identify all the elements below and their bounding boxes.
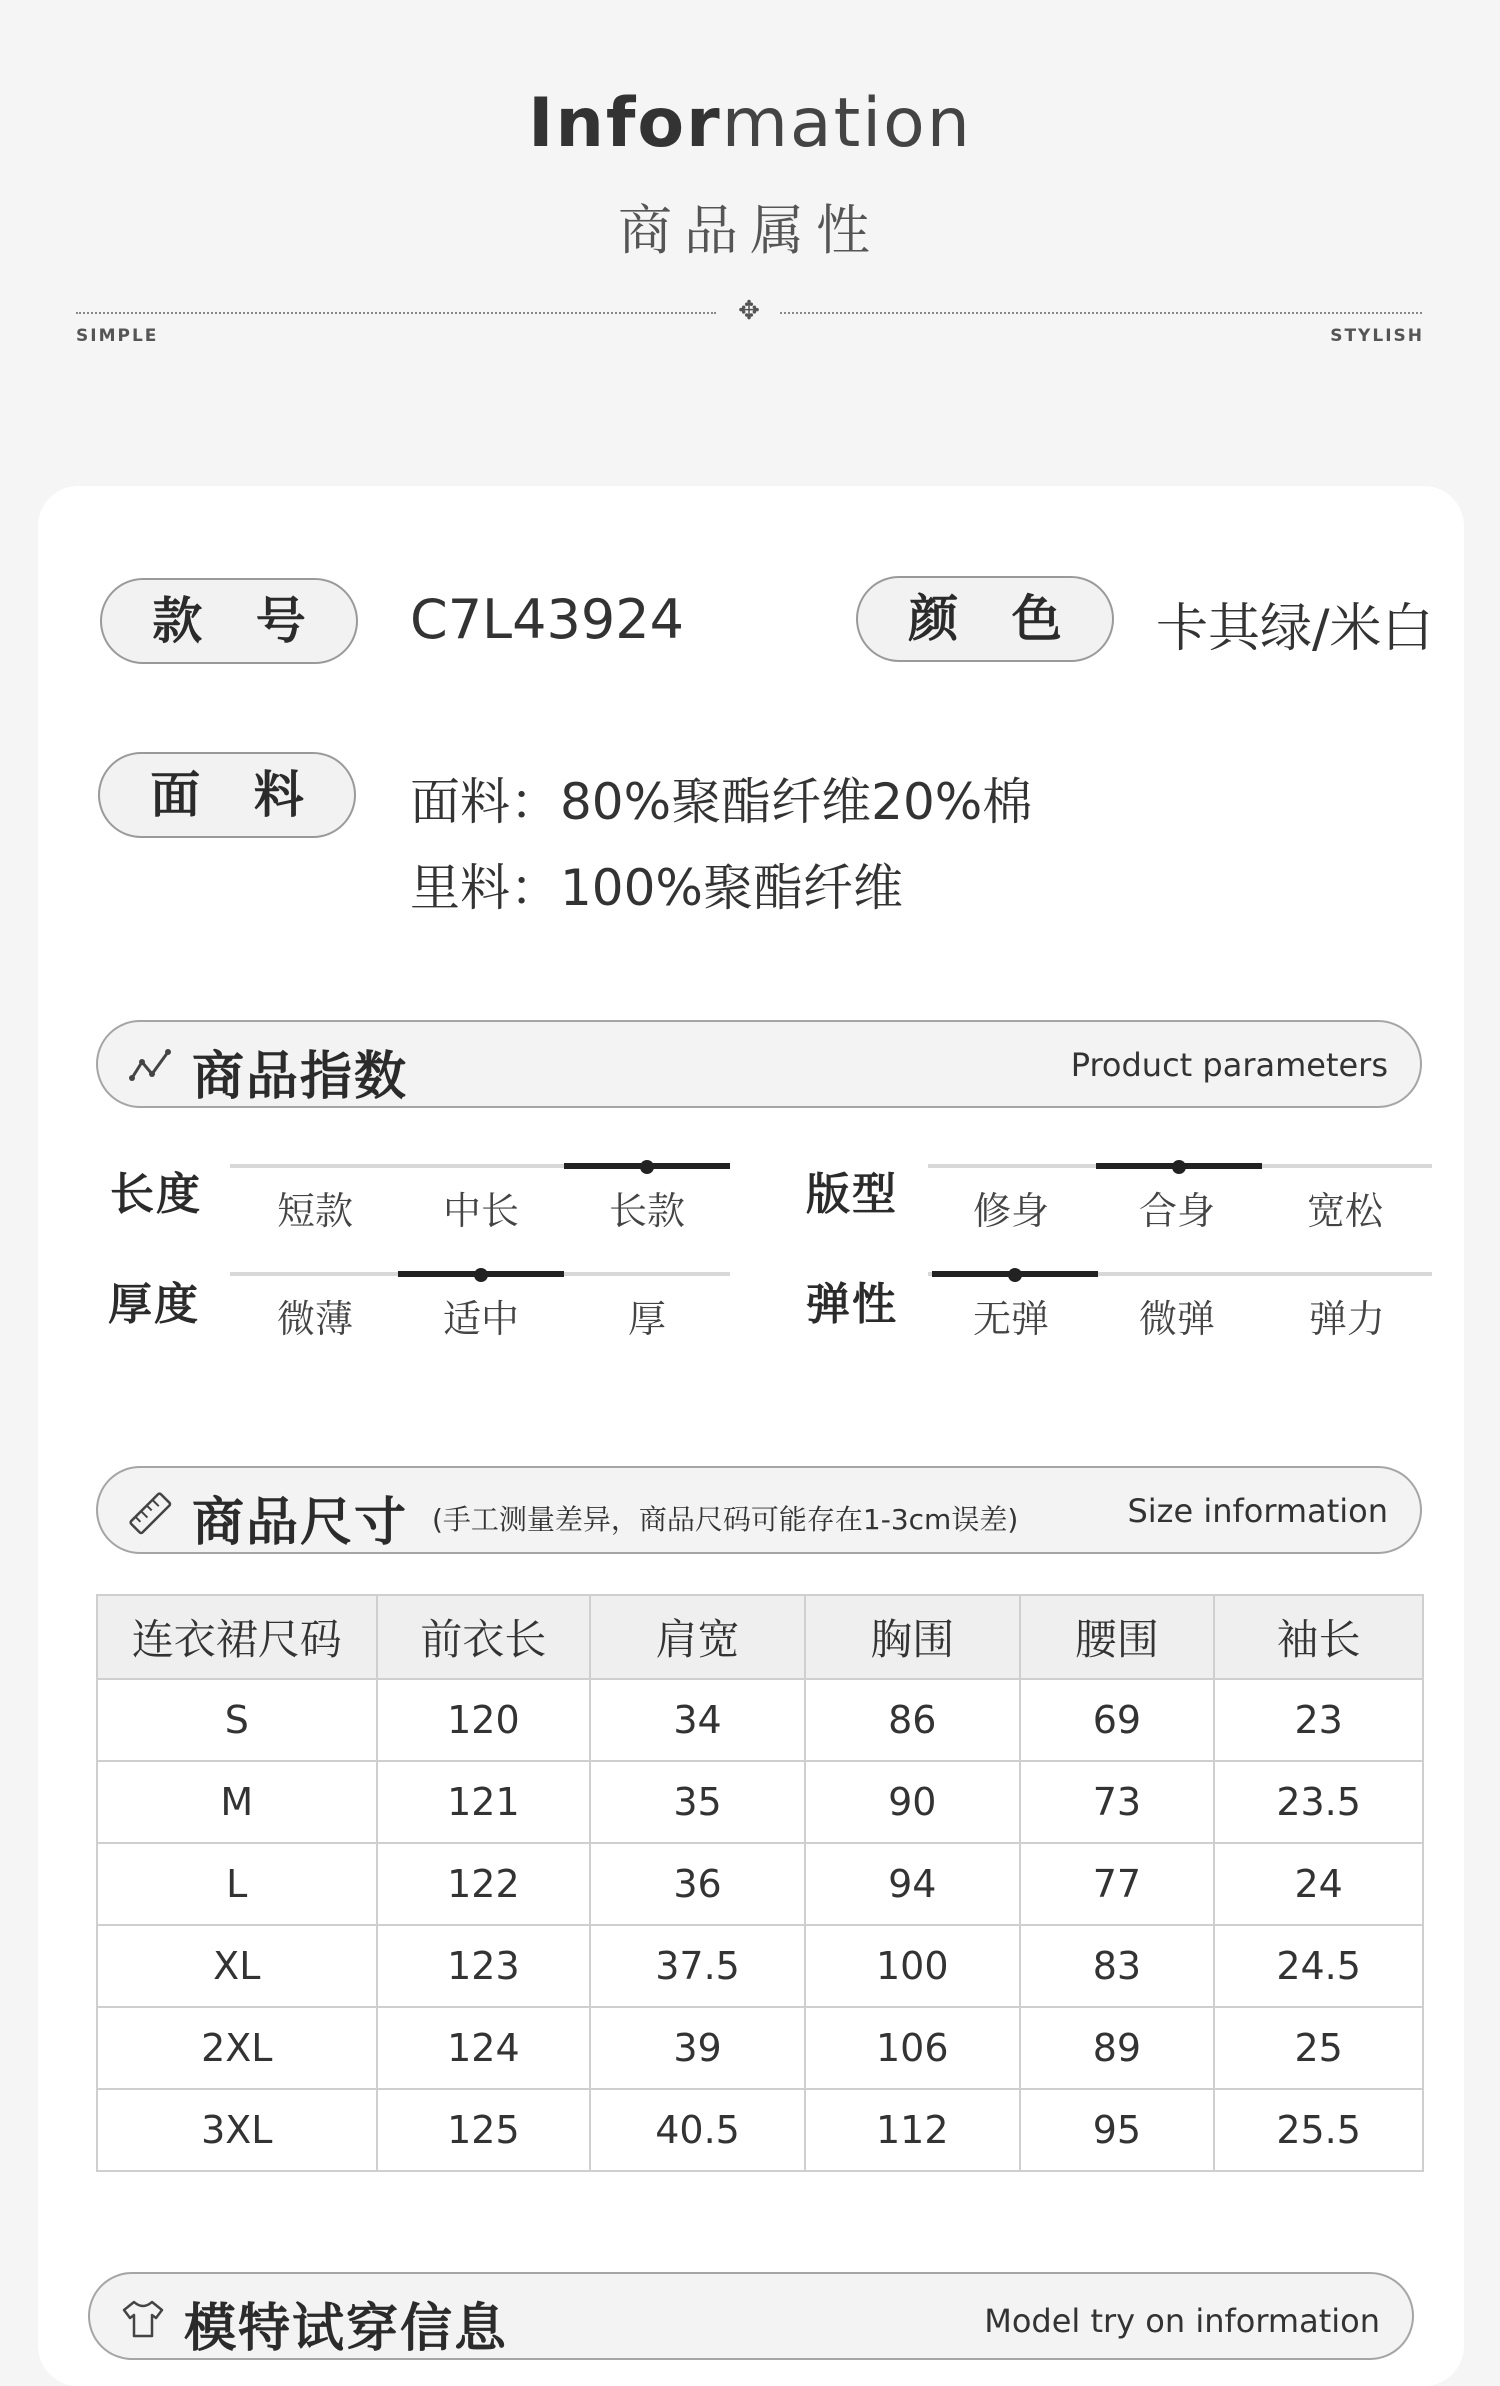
scale-length-option: 长款 — [608, 1189, 685, 1233]
table-cell: 25.5 — [1214, 2089, 1423, 2171]
size-note: (手工测量差异，商品尺码可能存在1-3cm误差) — [432, 1503, 1019, 1536]
table-row — [97, 1843, 1423, 1925]
fabric-pill: 面 料 — [98, 752, 356, 838]
table-cell: 23.5 — [1214, 1761, 1423, 1843]
size-english: Size information — [1127, 1492, 1388, 1530]
scale-thickness-label: 厚度 — [108, 1279, 200, 1330]
table-cell: 3XL — [97, 2089, 377, 2171]
scale-elasticity-option: 无弹 — [972, 1297, 1049, 1341]
table-cell: 121 — [377, 1761, 591, 1843]
scale-fit-option: 合身 — [1138, 1189, 1215, 1233]
params-title: 商品指数 — [192, 1047, 409, 1107]
table-cell: 23 — [1214, 1679, 1423, 1761]
table-cell: XL — [97, 1925, 377, 2007]
params-section-bar — [96, 1020, 1422, 1108]
scale-thickness-option: 适中 — [442, 1297, 519, 1341]
table-cell: 37.5 — [590, 1925, 805, 2007]
table-cell: 69 — [1020, 1679, 1215, 1761]
scale-elasticity-option: 微弹 — [1138, 1297, 1215, 1341]
table-cell: 2XL — [97, 2007, 377, 2089]
table-cell: 40.5 — [590, 2089, 805, 2171]
scale-length-option: 中长 — [442, 1189, 519, 1233]
table-cell: 34 — [590, 1679, 805, 1761]
table-cell: 24.5 — [1214, 1925, 1423, 2007]
scale-length-marker — [640, 1160, 654, 1174]
model-section-bar — [88, 2272, 1414, 2360]
scale-fit-option: 修身 — [972, 1189, 1049, 1233]
header-cell: 连衣裙尺码 — [97, 1595, 377, 1679]
scale-length-option: 短款 — [276, 1189, 353, 1233]
style-no-value: C7L43924 — [410, 588, 684, 651]
size-table — [96, 1594, 1424, 2172]
table-row — [97, 2007, 1423, 2089]
table-cell: 24 — [1214, 1843, 1423, 1925]
tshirt-icon — [120, 2298, 166, 2338]
table-row — [97, 1679, 1423, 1761]
trend-line-icon — [128, 1046, 174, 1086]
scale-thickness-marker — [474, 1268, 488, 1282]
size-title: 商品尺寸 — [192, 1493, 409, 1553]
table-cell: 112 — [805, 2089, 1020, 2171]
page-title — [0, 84, 1500, 163]
table-cell: 90 — [805, 1761, 1020, 1843]
tag-stylish: STYLISH — [1330, 326, 1424, 346]
scale-elasticity-label: 弹性 — [806, 1279, 898, 1330]
table-cell: 35 — [590, 1761, 805, 1843]
title-light-part: mation — [721, 84, 972, 163]
fabric-line-1: 面料：80%聚酯纤维20%棉 — [410, 773, 1033, 831]
table-cell: M — [97, 1761, 377, 1843]
divider-right — [780, 312, 1422, 314]
table-cell: 73 — [1020, 1761, 1215, 1843]
scale-length-label: 长度 — [110, 1169, 202, 1220]
model-english: Model try on information — [984, 2302, 1380, 2340]
table-row — [97, 1761, 1423, 1843]
table-cell: 77 — [1020, 1843, 1215, 1925]
size-section-bar — [96, 1466, 1422, 1554]
table-cell: 100 — [805, 1925, 1020, 2007]
table-cell: 36 — [590, 1843, 805, 1925]
table-cell: 25 — [1214, 2007, 1423, 2089]
table-cell: 106 — [805, 2007, 1020, 2089]
table-cell: 95 — [1020, 2089, 1215, 2171]
scale-thickness-option: 微薄 — [276, 1297, 353, 1341]
table-header-row — [97, 1595, 1423, 1679]
color-pill: 颜 色 — [856, 576, 1114, 662]
table-row — [97, 2089, 1423, 2171]
header-cell: 胸围 — [805, 1595, 1020, 1679]
divider-left — [76, 312, 716, 314]
scale-thickness-option: 厚 — [627, 1297, 666, 1341]
table-cell: 94 — [805, 1843, 1020, 1925]
page-subtitle: 商品属性 — [618, 199, 882, 262]
table-cell: 124 — [377, 2007, 591, 2089]
table-row — [97, 1925, 1423, 2007]
tag-simple: SIMPLE — [76, 326, 159, 346]
table-cell: 83 — [1020, 1925, 1215, 2007]
scale-elasticity-option: 弹力 — [1308, 1297, 1385, 1341]
ruler-icon — [128, 1488, 174, 1534]
table-cell: L — [97, 1843, 377, 1925]
model-title: 模特试穿信息 — [184, 2299, 509, 2359]
header-cell: 袖长 — [1214, 1595, 1423, 1679]
four-way-arrow-icon: ✥ — [738, 296, 760, 326]
table-cell: 39 — [590, 2007, 805, 2089]
color-value: 卡其绿/米白 — [1156, 599, 1434, 659]
table-cell: 86 — [805, 1679, 1020, 1761]
fabric-line-2: 里料：100%聚酯纤维 — [410, 859, 903, 917]
header-cell: 腰围 — [1020, 1595, 1215, 1679]
table-cell: S — [97, 1679, 377, 1761]
header-cell: 前衣长 — [377, 1595, 591, 1679]
table-cell: 125 — [377, 2089, 591, 2171]
scale-fit-option: 宽松 — [1306, 1189, 1383, 1233]
params-english: Product parameters — [1070, 1046, 1388, 1084]
title-bold-part: Infor — [528, 84, 722, 163]
style-no-pill: 款 号 — [100, 578, 358, 664]
table-cell: 89 — [1020, 2007, 1215, 2089]
scale-fit-marker — [1172, 1160, 1186, 1174]
scale-fit-label: 版型 — [806, 1169, 898, 1220]
table-cell: 120 — [377, 1679, 591, 1761]
table-cell: 122 — [377, 1843, 591, 1925]
scale-elasticity-marker — [1008, 1268, 1022, 1282]
table-cell: 123 — [377, 1925, 591, 2007]
header-cell: 肩宽 — [590, 1595, 805, 1679]
